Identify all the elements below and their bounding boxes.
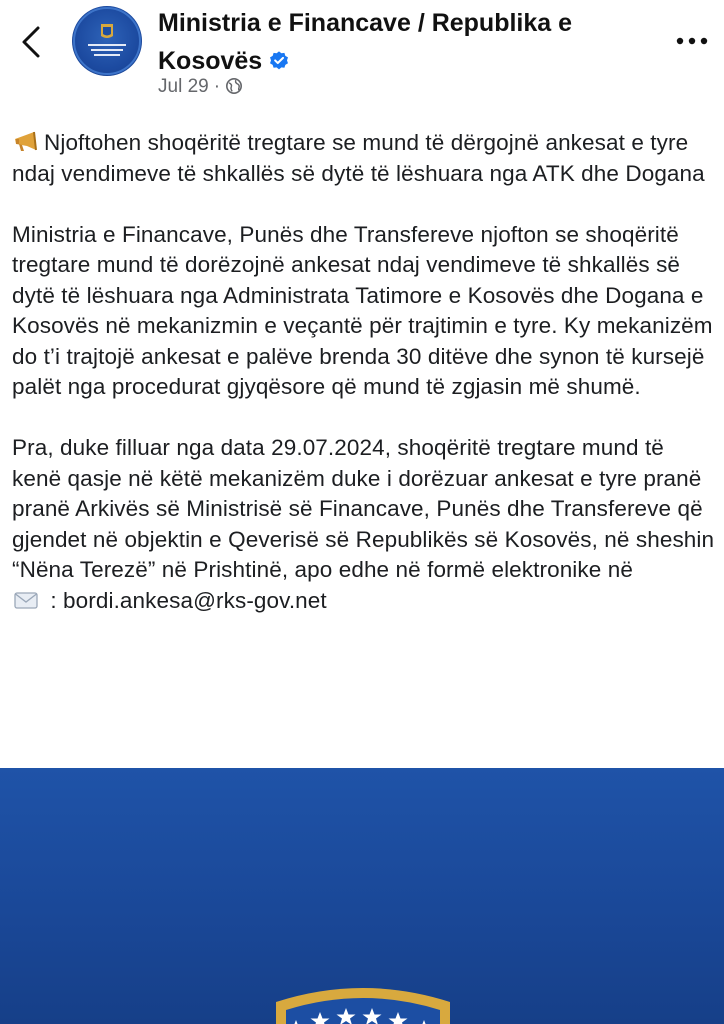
post-headline-paragraph [12,128,718,189]
post-paragraph-1: Ministria e Financave, Punës dhe Transfereve njofton se shoqëritë tregtare mund të dorëzojnë ankesat ndaj vendimeve të shkallës së dytë të lëshuara nga Administrata Tatimore e Kosovës dhe Dogana e Kosovës në mekanizmin e veçantë për trajtimin e tyre. Ky mekanizëm do t’i trajtojë ankesat e palëve brenda 30 ditëve dhe synon të kursejë palët nga procedurat gjyqësore që mund të zgjasin më shumë. [12,221,713,399]
post-date[interactable]: Jul 29 [158,76,209,97]
post-header [0,0,724,108]
page-name[interactable] [158,4,638,80]
more-options-icon[interactable] [672,30,712,52]
megaphone-icon [12,130,40,154]
post-paragraph-2 [12,433,718,616]
verified-badge-icon [268,50,290,72]
contact-email[interactable]: : bordi.ankesa@rks-gov.net [44,587,327,613]
page-name-line2: Kosovës [158,47,263,75]
page-avatar[interactable] [72,6,142,76]
post-meta [158,76,243,98]
envelope-icon [12,588,40,612]
post-headline: Njoftohen shoqëritë tregtare se mund të dërgojnë ankesat e tyre ndaj vendimeve të shkallës së dytë të lëshuara nga ATK dhe Dogana [12,130,705,186]
ministry-logo-icon [72,6,142,76]
globe-icon[interactable] [225,77,243,95]
kosovo-coat-of-arms-icon [268,978,458,1024]
meta-separator: · [213,76,221,97]
post-body [12,128,718,647]
back-arrow-icon[interactable] [14,22,50,62]
post-image[interactable] [0,768,724,1024]
page-name-line1: Ministria e Financave / Republika e [158,9,573,37]
post-paragraph-2-text: Pra, duke filluar nga data 29.07.2024, shoqëritë tregtare mund të kenë qasje në këtë mekanizëm duke i dorëzuar ankesat e tyre pranë pranë Arkivës së Ministrisë së Financave, Punës dhe Transfereve që gjendet në objektin e Qeverisë së Republikës së Kosovës, në sheshin “Nëna Terezë” në Prishtinë, apo edhe në formë elektronike në [12,435,715,582]
